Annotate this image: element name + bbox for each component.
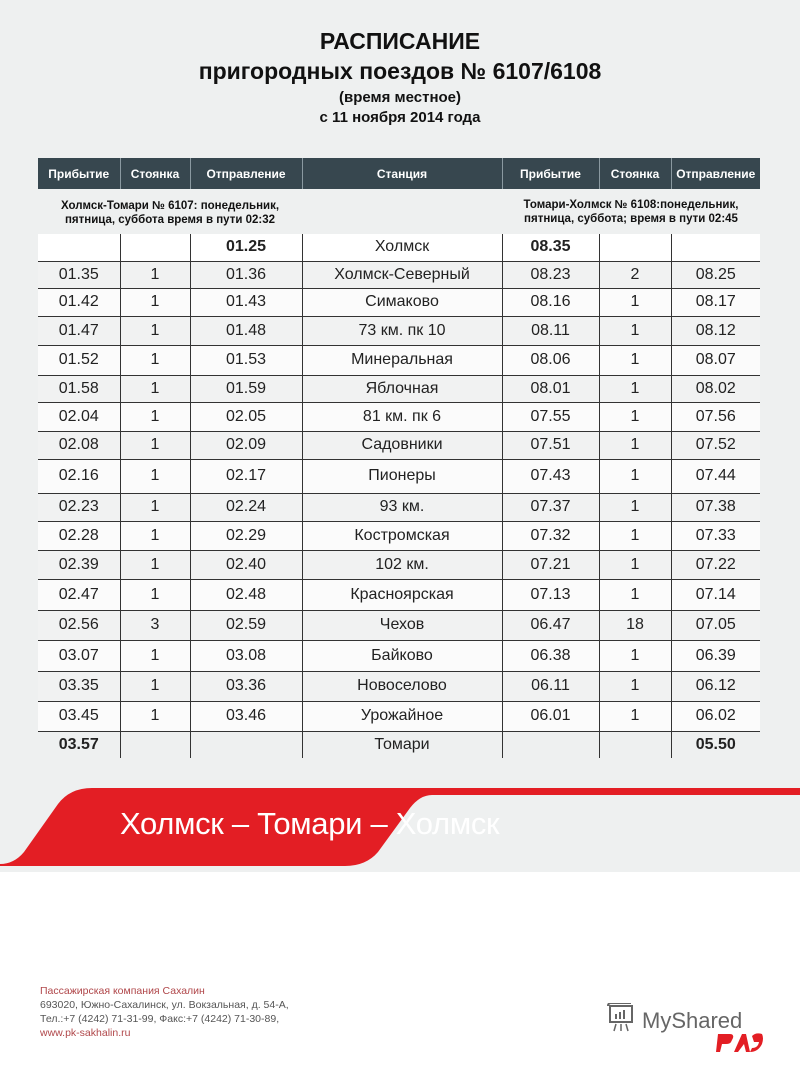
cell-station: Томари [302, 731, 502, 758]
train-6107-info-line1: Холмск-Томари № 6107: понедельник, [60, 199, 280, 212]
cell-stop-6107: 1 [120, 640, 190, 671]
table-row [38, 234, 760, 261]
cell-departure-6108: 07.05 [671, 610, 760, 640]
table-row [38, 579, 760, 610]
cell-arrival-6107: 02.08 [38, 431, 120, 459]
cell-stop-6108 [599, 234, 671, 261]
header-stop-6107: Стоянка [120, 158, 190, 189]
cell-arrival-6107: 03.35 [38, 671, 120, 701]
cell-station: Новоселово [302, 671, 502, 701]
cell-stop-6108: 1 [599, 402, 671, 431]
cell-departure-6108: 05.50 [671, 731, 760, 758]
cell-station: 93 км. [302, 493, 502, 521]
cell-station: Холмск [302, 234, 502, 261]
cell-departure-6107: 01.48 [190, 316, 302, 345]
cell-stop-6108: 1 [599, 316, 671, 345]
company-footer [40, 984, 289, 1040]
cell-departure-6107: 01.53 [190, 345, 302, 375]
cell-arrival-6107: 01.42 [38, 288, 120, 316]
cell-departure-6108: 07.56 [671, 402, 760, 431]
cell-stop-6108: 1 [599, 493, 671, 521]
cell-departure-6108: 07.22 [671, 550, 760, 579]
header-arrival-6107: Прибытие [38, 158, 120, 189]
cell-departure-6108: 07.52 [671, 431, 760, 459]
cell-arrival-6107: 02.47 [38, 579, 120, 610]
cell-departure-6108: 06.39 [671, 640, 760, 671]
cell-departure-6107: 03.08 [190, 640, 302, 671]
cell-stop-6107: 1 [120, 459, 190, 493]
cell-arrival-6108: 08.23 [502, 261, 599, 288]
header-arrival-6108: Прибытие [502, 158, 599, 189]
cell-station: Яблочная [302, 375, 502, 402]
cell-station: Минеральная [302, 345, 502, 375]
title-block [0, 26, 800, 128]
schedule-table [38, 158, 760, 758]
cell-arrival-6108: 07.43 [502, 459, 599, 493]
cell-station: 81 км. пк 6 [302, 402, 502, 431]
cell-stop-6107 [120, 731, 190, 758]
page-title: РАСПИСАНИЕ [319, 28, 481, 54]
cell-departure-6108: 08.12 [671, 316, 760, 345]
cell-arrival-6108: 08.11 [502, 316, 599, 345]
cell-departure-6107 [190, 731, 302, 758]
table-row [38, 610, 760, 640]
table-row [38, 521, 760, 550]
cell-departure-6108: 06.02 [671, 701, 760, 731]
table-row [38, 375, 760, 402]
cell-arrival-6108: 06.01 [502, 701, 599, 731]
cell-stop-6107: 1 [120, 431, 190, 459]
table-header-row [38, 158, 760, 189]
cell-departure-6107: 01.59 [190, 375, 302, 402]
cell-departure-6108: 08.17 [671, 288, 760, 316]
cell-departure-6107: 02.24 [190, 493, 302, 521]
cell-station: 102 км. [302, 550, 502, 579]
table-row [38, 731, 760, 758]
train-6108-info [502, 189, 760, 234]
cell-arrival-6108: 06.47 [502, 610, 599, 640]
company-website-link[interactable]: www.pk-sakhalin.ru [40, 1027, 131, 1039]
cell-station: Симаково [302, 288, 502, 316]
cell-departure-6107: 01.36 [190, 261, 302, 288]
cell-departure-6108: 07.38 [671, 493, 760, 521]
cell-stop-6107: 1 [120, 493, 190, 521]
cell-departure-6108 [671, 234, 760, 261]
cell-arrival-6108: 07.37 [502, 493, 599, 521]
cell-station: Урожайное [302, 701, 502, 731]
cell-departure-6108: 08.25 [671, 261, 760, 288]
cell-arrival-6107: 03.57 [38, 731, 120, 758]
cell-departure-6107: 03.46 [190, 701, 302, 731]
cell-stop-6107: 1 [120, 521, 190, 550]
train-info-row [38, 189, 760, 234]
cell-stop-6107: 1 [120, 345, 190, 375]
cell-departure-6108: 06.12 [671, 671, 760, 701]
cell-stop-6107 [120, 234, 190, 261]
presentation-chart-icon [606, 1003, 636, 1038]
cell-stop-6108: 18 [599, 610, 671, 640]
cell-arrival-6108: 08.01 [502, 375, 599, 402]
table-row [38, 316, 760, 345]
cell-stop-6108: 1 [599, 345, 671, 375]
header-departure-6107: Отправление [190, 158, 302, 189]
cell-station: Садовники [302, 431, 502, 459]
time-note: (время местное) [338, 89, 462, 106]
cell-station: Красноярская [302, 579, 502, 610]
cell-station: Пионеры [302, 459, 502, 493]
cell-stop-6108: 1 [599, 375, 671, 402]
header-station: Станция [302, 158, 502, 189]
table-row [38, 550, 760, 579]
cell-departure-6108: 07.14 [671, 579, 760, 610]
cell-departure-6107: 03.36 [190, 671, 302, 701]
cell-departure-6108: 08.07 [671, 345, 760, 375]
cell-arrival-6107 [38, 234, 120, 261]
cell-stop-6107: 1 [120, 550, 190, 579]
header-departure-6108: Отправление [671, 158, 760, 189]
cell-arrival-6108: 08.16 [502, 288, 599, 316]
cell-arrival-6107: 02.04 [38, 402, 120, 431]
watermark-text: MyShared [642, 1007, 743, 1033]
cell-stop-6107: 1 [120, 288, 190, 316]
route-title: Холмск – Томари – Холмск [120, 806, 500, 841]
cell-departure-6107: 02.09 [190, 431, 302, 459]
cell-stop-6107: 1 [120, 261, 190, 288]
info-spacer [302, 189, 502, 234]
route-banner [0, 780, 800, 872]
cell-departure-6107: 02.40 [190, 550, 302, 579]
cell-arrival-6108: 06.38 [502, 640, 599, 671]
cell-arrival-6107: 03.45 [38, 701, 120, 731]
cell-arrival-6108: 07.51 [502, 431, 599, 459]
company-phone: Тел.:+7 (4242) 71-31-99, Факс:+7 (4242) 71-30-89, [40, 1013, 280, 1025]
cell-arrival-6107: 03.07 [38, 640, 120, 671]
cell-stop-6107: 1 [120, 701, 190, 731]
cell-stop-6108: 1 [599, 288, 671, 316]
cell-stop-6108: 1 [599, 701, 671, 731]
table-row [38, 701, 760, 731]
cell-stop-6108: 1 [599, 671, 671, 701]
cell-arrival-6108: 07.32 [502, 521, 599, 550]
cell-arrival-6107: 01.58 [38, 375, 120, 402]
cell-departure-6107: 02.05 [190, 402, 302, 431]
cell-arrival-6108: 07.13 [502, 579, 599, 610]
cell-departure-6108: 07.44 [671, 459, 760, 493]
train-6107-info [38, 189, 302, 234]
table-row [38, 431, 760, 459]
cell-stop-6108: 1 [599, 431, 671, 459]
train-6108-info-line1: Томари-Холмск № 6108:понедельник, [523, 198, 739, 211]
train-6108-info-line2: пятница, суббота; время в пути 02:45 [524, 212, 738, 225]
cell-stop-6108: 1 [599, 521, 671, 550]
table-row [38, 671, 760, 701]
cell-arrival-6108 [502, 731, 599, 758]
cell-stop-6108: 1 [599, 579, 671, 610]
cell-stop-6108: 2 [599, 261, 671, 288]
rzd-logo-icon [716, 1030, 764, 1059]
header-stop-6108: Стоянка [599, 158, 671, 189]
cell-stop-6107: 1 [120, 375, 190, 402]
cell-arrival-6108: 08.06 [502, 345, 599, 375]
table-row [38, 345, 760, 375]
page-subtitle: пригородных поездов № 6107/6108 [198, 58, 602, 84]
cell-arrival-6107: 02.28 [38, 521, 120, 550]
cell-arrival-6107: 01.35 [38, 261, 120, 288]
table-row [38, 459, 760, 493]
cell-stop-6108: 1 [599, 550, 671, 579]
effective-date: с 11 ноября 2014 года [319, 109, 481, 126]
train-6107-info-line2: пятница, суббота время в пути 02:32 [64, 213, 276, 226]
company-address: 693020, Южно-Сахалинск, ул. Вокзальная, д. 54-А, [40, 999, 289, 1011]
company-name: Пассажирская компания Сахалин [40, 985, 205, 997]
cell-arrival-6107: 02.23 [38, 493, 120, 521]
cell-arrival-6107: 01.47 [38, 316, 120, 345]
cell-station: Чехов [302, 610, 502, 640]
cell-departure-6107: 01.25 [190, 234, 302, 261]
table-row [38, 640, 760, 671]
cell-departure-6107: 02.29 [190, 521, 302, 550]
cell-stop-6107: 3 [120, 610, 190, 640]
cell-arrival-6108: 07.21 [502, 550, 599, 579]
cell-arrival-6108: 08.35 [502, 234, 599, 261]
cell-stop-6107: 1 [120, 402, 190, 431]
table-row [38, 493, 760, 521]
cell-departure-6107: 02.48 [190, 579, 302, 610]
cell-stop-6107: 1 [120, 316, 190, 345]
cell-station: Холмск-Северный [302, 261, 502, 288]
cell-arrival-6107: 02.39 [38, 550, 120, 579]
cell-arrival-6108: 07.55 [502, 402, 599, 431]
cell-stop-6107: 1 [120, 579, 190, 610]
cell-stop-6108 [599, 731, 671, 758]
cell-stop-6108: 1 [599, 640, 671, 671]
cell-departure-6107: 01.43 [190, 288, 302, 316]
table-row [38, 402, 760, 431]
cell-departure-6107: 02.59 [190, 610, 302, 640]
cell-arrival-6107: 02.16 [38, 459, 120, 493]
cell-arrival-6108: 06.11 [502, 671, 599, 701]
cell-arrival-6107: 02.56 [38, 610, 120, 640]
cell-station: 73 км. пк 10 [302, 316, 502, 345]
cell-station: Костромская [302, 521, 502, 550]
cell-departure-6108: 08.02 [671, 375, 760, 402]
cell-station: Байково [302, 640, 502, 671]
cell-stop-6108: 1 [599, 459, 671, 493]
cell-stop-6107: 1 [120, 671, 190, 701]
cell-departure-6108: 07.33 [671, 521, 760, 550]
cell-departure-6107: 02.17 [190, 459, 302, 493]
table-row [38, 288, 760, 316]
table-row [38, 261, 760, 288]
cell-arrival-6107: 01.52 [38, 345, 120, 375]
